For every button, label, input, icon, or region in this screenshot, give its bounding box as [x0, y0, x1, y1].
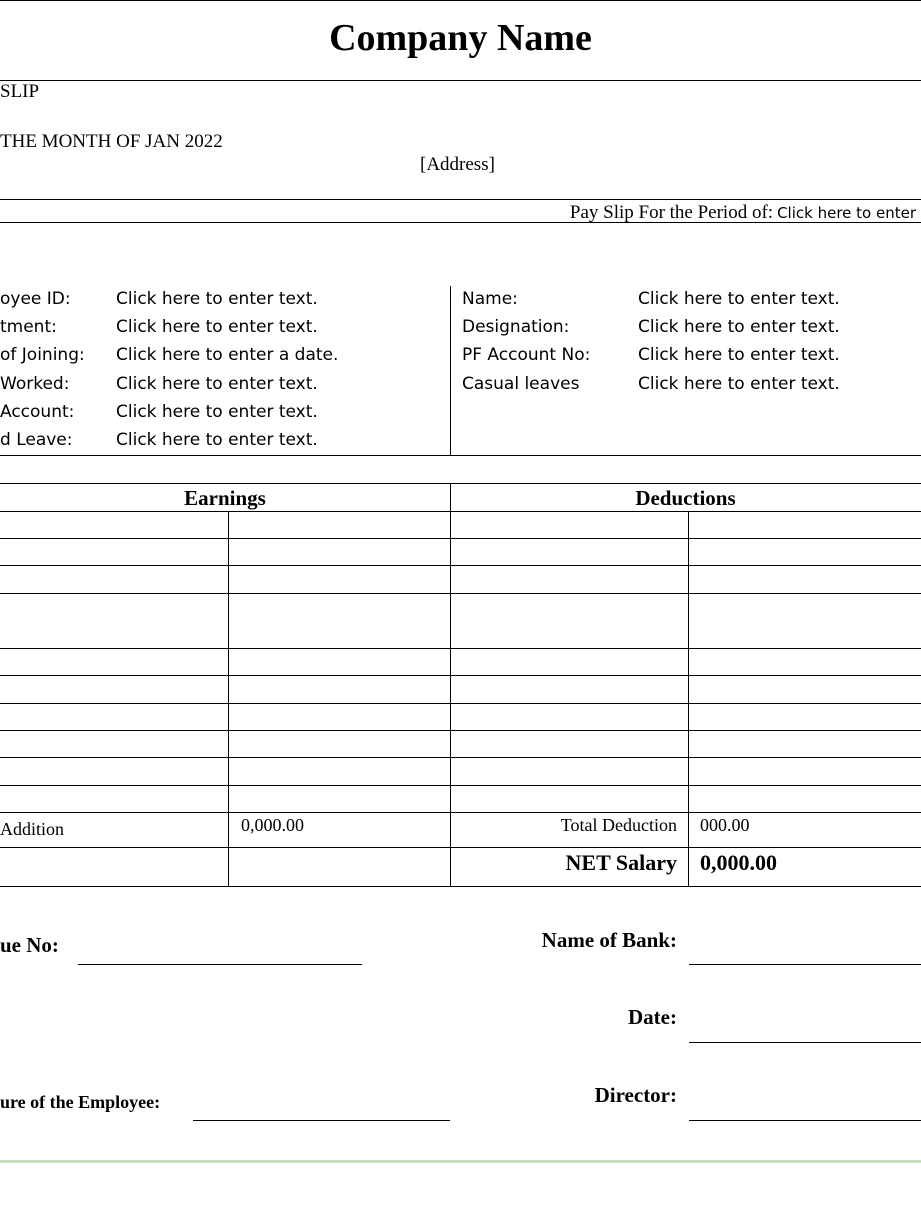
table-row-line: [0, 648, 921, 649]
pf-account-label: PF Account No:: [462, 345, 591, 365]
period-value-field[interactable]: Click here to enter: [777, 204, 916, 222]
employee-id-label: oyee ID:: [0, 289, 71, 309]
top-border: [0, 0, 921, 1]
employee-id-field[interactable]: Click here to enter text.: [116, 289, 318, 309]
paid-leave-field[interactable]: Click here to enter text.: [116, 430, 318, 450]
deductions-amount-divider: [688, 511, 689, 886]
total-deduction-value[interactable]: 000.00: [700, 815, 750, 835]
table-row-line: [0, 565, 921, 566]
date-line[interactable]: [689, 1042, 921, 1043]
date-of-joining-field[interactable]: Click here to enter a date.: [116, 345, 339, 365]
month-line: THE MONTH OF JAN 2022: [0, 131, 223, 152]
table-row-line: [0, 847, 921, 848]
deductions-heading: Deductions: [635, 486, 736, 510]
slip-title: SLIP: [0, 81, 40, 102]
designation-label: Designation:: [462, 317, 570, 337]
employee-signature-line[interactable]: [193, 1120, 450, 1121]
designation-field[interactable]: Click here to enter text.: [638, 317, 840, 337]
company-address[interactable]: [Address]: [420, 154, 495, 175]
net-salary-label: NET Salary: [565, 850, 677, 875]
casual-leaves-field[interactable]: Click here to enter text.: [638, 374, 840, 394]
cheque-no-label: ue No:: [0, 933, 59, 957]
period-label: Pay Slip For the Period of:: [569, 202, 774, 223]
pf-account-field[interactable]: Click here to enter text.: [638, 345, 840, 365]
earnings-heading: Earnings: [184, 486, 266, 510]
net-salary-value[interactable]: 0,000.00: [700, 850, 777, 875]
table-row-line: [0, 730, 921, 731]
earnings-amount-divider: [228, 511, 229, 886]
header-divider: [0, 80, 921, 81]
info-bottom-line: [0, 455, 921, 456]
period-top-line: [0, 199, 921, 200]
table-row-line: [0, 593, 921, 594]
table-row-line: [0, 812, 921, 813]
info-divider: [450, 286, 451, 456]
pay-period: [570, 202, 916, 224]
period-bottom-line: [0, 222, 921, 223]
table-row-line: [0, 703, 921, 704]
total-deduction-label: Total Deduction: [560, 815, 677, 835]
bank-account-label: Account:: [0, 402, 75, 422]
employee-signature-label: ure of the Employee:: [0, 1092, 161, 1112]
addition-label: Addition: [0, 819, 65, 839]
director-signature-line[interactable]: [689, 1120, 921, 1121]
table-row-line: [0, 785, 921, 786]
department-label: tment:: [0, 317, 57, 337]
casual-leaves-label: Casual leaves: [462, 374, 580, 394]
table-row-line: [0, 511, 921, 512]
cheque-no-line[interactable]: [78, 964, 362, 965]
date-of-joining-label: of Joining:: [0, 345, 85, 365]
director-label: Director:: [594, 1083, 677, 1107]
name-field[interactable]: Click here to enter text.: [638, 289, 840, 309]
company-name[interactable]: Company Name: [329, 17, 592, 59]
bank-account-field[interactable]: Click here to enter text.: [116, 402, 318, 422]
name-label: Name:: [462, 289, 518, 309]
days-worked-field[interactable]: Click here to enter text.: [116, 374, 318, 394]
table-top-line: [0, 483, 921, 484]
paid-leave-label: d Leave:: [0, 430, 73, 450]
footer-accent-line: [0, 1160, 921, 1163]
table-row-line: [0, 675, 921, 676]
table-center-divider: [450, 483, 451, 886]
bank-name-line[interactable]: [689, 964, 921, 965]
date-label: Date:: [628, 1005, 677, 1029]
days-worked-label: Worked:: [0, 374, 70, 394]
bank-name-label: Name of Bank:: [541, 928, 677, 952]
table-row-line: [0, 538, 921, 539]
table-row-line: [0, 757, 921, 758]
table-bottom-line: [0, 886, 921, 887]
department-field[interactable]: Click here to enter text.: [116, 317, 318, 337]
addition-value[interactable]: 0,000.00: [241, 815, 304, 835]
